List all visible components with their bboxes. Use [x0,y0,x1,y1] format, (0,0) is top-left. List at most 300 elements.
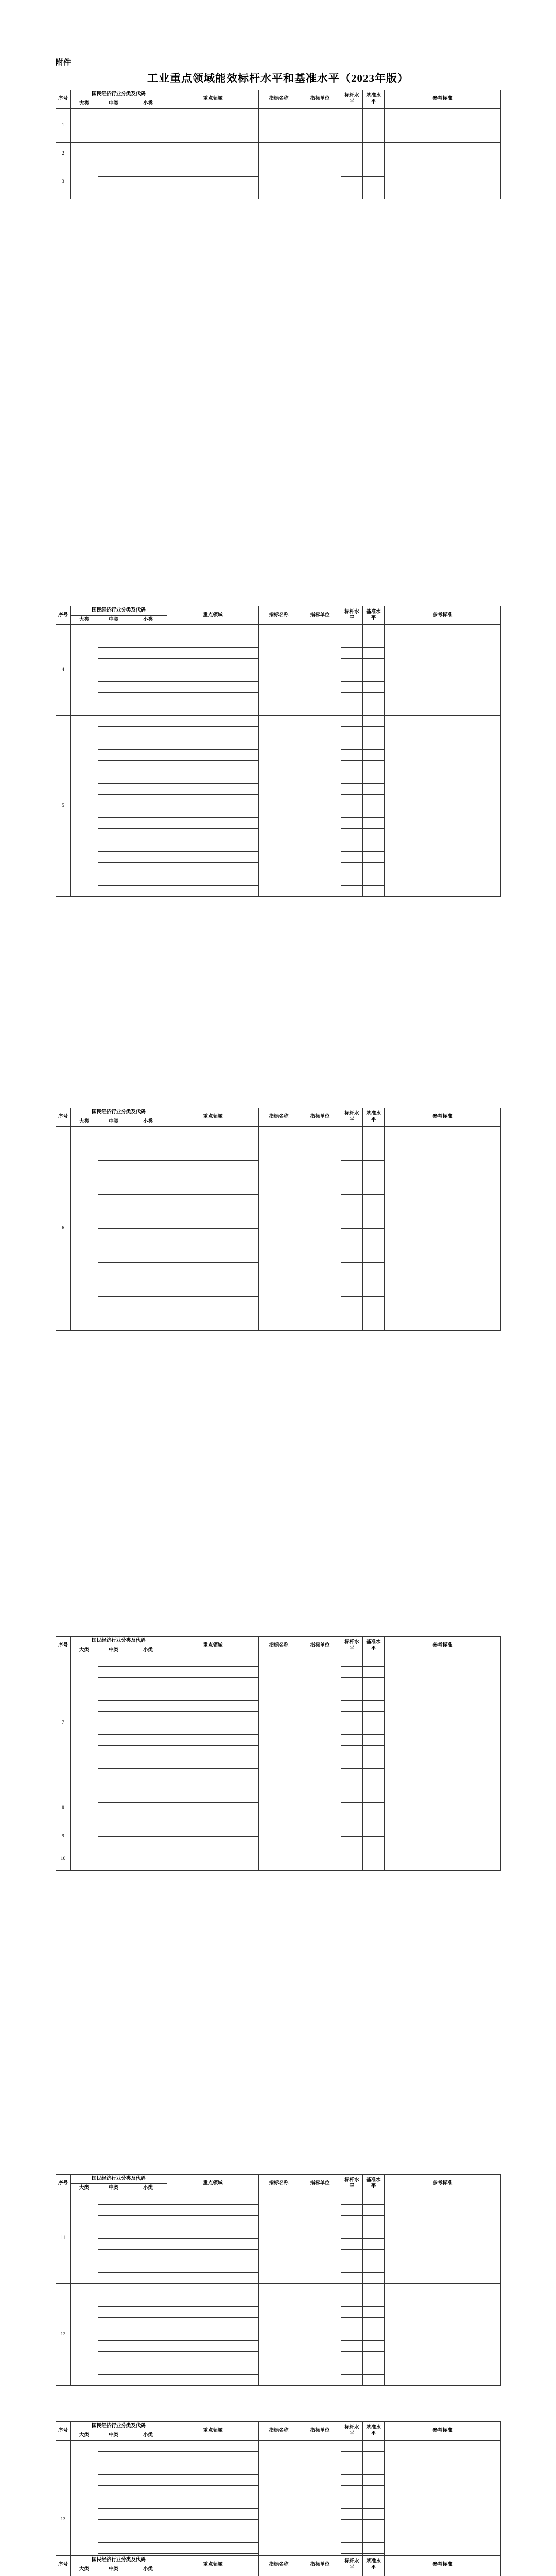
middle-cell [98,176,129,188]
middle-cell [98,1802,129,1814]
benchmark-cell [341,670,363,681]
minor-cell [129,2508,167,2519]
header-unit: 指标单位 [299,1108,341,1127]
minor-cell [129,772,167,783]
benchmark-cell [341,1836,363,1848]
baseline-cell [363,2306,385,2317]
middle-cell [98,760,129,772]
baseline-cell [363,1757,385,1768]
energy-table-page-5 [56,2174,501,2386]
benchmark-cell [341,1655,363,1666]
minor-cell [129,1745,167,1757]
minor-cell [129,2463,167,2474]
baseline-cell [363,749,385,760]
minor-cell [129,1825,167,1836]
baseline-cell [363,2193,385,2204]
field-cell [167,2306,259,2317]
header-benchmark: 标杆水平 [341,1637,363,1655]
benchmark-cell [341,2463,363,2474]
middle-cell [98,1274,129,1285]
benchmark-cell [341,1251,363,1262]
major-cell [71,624,98,715]
minor-cell [129,1138,167,1149]
benchmark-cell [341,2215,363,2227]
minor-cell [129,1251,167,1262]
unit-cell [299,624,341,715]
benchmark-cell [341,176,363,188]
minor-cell [129,2306,167,2317]
benchmark-cell [341,862,363,874]
benchmark-cell [341,142,363,154]
field-cell [167,176,259,188]
benchmark-cell [341,1825,363,1836]
middle-cell [98,885,129,896]
field-cell [167,2261,259,2272]
baseline-cell [363,1172,385,1183]
minor-cell [129,1802,167,1814]
baseline-cell [363,165,385,176]
seq-cell: 12 [56,2283,71,2385]
minor-cell [129,176,167,188]
middle-cell [98,2463,129,2474]
middle-cell [98,851,129,862]
benchmark-cell [341,2204,363,2215]
baseline-cell [363,670,385,681]
major-cell [71,1655,98,1791]
benchmark-cell [341,2519,363,2531]
minor-cell [129,154,167,165]
benchmark-cell [341,1206,363,1217]
field-cell [167,2204,259,2215]
field-cell [167,738,259,749]
field-cell [167,1183,259,1194]
field-cell [167,1308,259,1319]
middle-cell [98,1655,129,1666]
header-benchmark: 标杆水平 [341,2422,363,2441]
field-cell [167,1262,259,1274]
indicator-cell [259,2193,299,2283]
middle-cell [98,1251,129,1262]
baseline-cell [363,176,385,188]
middle-cell [98,1160,129,1172]
header-major: 大类 [71,615,98,624]
benchmark-cell [341,1734,363,1745]
table-header-row [56,2175,501,2184]
seq-cell: 13 [56,2440,71,2576]
header-econ-group: 国民经济行业分类及代码 [71,2556,167,2565]
benchmark-cell [341,1700,363,1711]
header-indicator: 指标名称 [259,90,299,109]
middle-cell [98,120,129,131]
middle-cell [98,1825,129,1836]
table-row [56,165,501,176]
header-minor: 小类 [129,1117,167,1126]
minor-cell [129,2474,167,2485]
baseline-cell [363,783,385,794]
benchmark-cell [341,2238,363,2249]
baseline-cell [363,2329,385,2340]
indicator-cell [259,1655,299,1791]
minor-cell [129,120,167,131]
baseline-cell [363,142,385,154]
header-minor: 小类 [129,2431,167,2440]
baseline-cell [363,1217,385,1228]
baseline-cell [363,2485,385,2497]
baseline-cell [363,2519,385,2531]
benchmark-cell [341,2374,363,2385]
field-cell [167,2227,259,2238]
seq-cell: 7 [56,1655,71,1791]
header-reference: 参考标准 [385,606,501,625]
field-cell [167,1745,259,1757]
benchmark-cell [341,120,363,131]
benchmark-cell [341,738,363,749]
table-header-row [56,2422,501,2431]
middle-cell [98,2531,129,2542]
header-middle: 中类 [98,2183,129,2193]
reference-cell [385,2193,501,2283]
middle-cell [98,783,129,794]
header-unit: 指标单位 [299,90,341,109]
middle-cell [98,704,129,715]
indicator-cell [259,1126,299,1330]
minor-cell [129,2272,167,2283]
field-cell [167,1285,259,1296]
benchmark-cell [341,817,363,828]
benchmark-cell [341,726,363,738]
header-reference: 参考标准 [385,2556,501,2574]
reference-cell [385,1848,501,1870]
middle-cell [98,2351,129,2363]
table-row [56,1655,501,1666]
baseline-cell [363,2261,385,2272]
baseline-cell [363,2508,385,2519]
middle-cell [98,2227,129,2238]
minor-cell [129,1836,167,1848]
baseline-cell [363,154,385,165]
minor-cell [129,647,167,658]
benchmark-cell [341,1757,363,1768]
header-baseline: 基准水平 [363,1637,385,1655]
header-seq: 序号 [56,2422,71,2441]
header-indicator: 指标名称 [259,1637,299,1655]
middle-cell [98,1734,129,1745]
minor-cell [129,806,167,817]
benchmark-cell [341,2193,363,2204]
header-seq: 序号 [56,1108,71,1127]
minor-cell [129,2351,167,2363]
field-cell [167,2508,259,2519]
energy-table-page-4 [56,1636,501,1871]
header-econ-group: 国民经济行业分类及代码 [71,2422,167,2431]
benchmark-cell [341,2574,363,2576]
middle-cell [98,1859,129,1870]
middle-cell [98,658,129,670]
middle-cell [98,1183,129,1194]
baseline-cell [363,1814,385,1825]
middle-cell [98,1228,129,1240]
header-middle: 中类 [98,1117,129,1126]
field-cell [167,1859,259,1870]
baseline-cell [363,2283,385,2295]
reference-cell [385,1126,501,1330]
field-cell [167,2497,259,2508]
middle-cell [98,1745,129,1757]
benchmark-cell [341,2283,363,2295]
indicator-cell [259,1825,299,1848]
middle-cell [98,2193,129,2204]
field-cell [167,1711,259,1723]
benchmark-cell [341,2451,363,2463]
minor-cell [129,2531,167,2542]
field-cell [167,2340,259,2351]
unit-cell [299,142,341,165]
minor-cell [129,2485,167,2497]
header-benchmark: 标杆水平 [341,2556,363,2574]
header-seq: 序号 [56,2556,71,2574]
baseline-cell [363,1825,385,1836]
middle-cell [98,715,129,726]
header-indicator: 指标名称 [259,2556,299,2574]
field-cell [167,828,259,840]
minor-cell [129,131,167,142]
middle-cell [98,817,129,828]
baseline-cell [363,1836,385,1848]
baseline-cell [363,188,385,199]
baseline-cell [363,1126,385,1138]
field-cell [167,1126,259,1138]
header-middle: 中类 [98,99,129,108]
baseline-cell [363,1308,385,1319]
baseline-cell [363,1296,385,1308]
table-row [56,1126,501,1138]
baseline-cell [363,2374,385,2385]
minor-cell [129,2519,167,2531]
header-reference: 参考标准 [385,1637,501,1655]
field-cell [167,2283,259,2295]
benchmark-cell [341,2306,363,2317]
minor-cell [129,840,167,851]
unit-cell [299,2283,341,2385]
middle-cell [98,2238,129,2249]
indicator-cell [259,165,299,199]
field-cell [167,1666,259,1677]
minor-cell [129,670,167,681]
header-reference: 参考标准 [385,90,501,109]
middle-cell [98,1711,129,1723]
minor-cell [129,2283,167,2295]
unit-cell [299,1126,341,1330]
field-cell [167,1160,259,1172]
major-cell [71,1126,98,1330]
minor-cell [129,851,167,862]
table-row [56,1825,501,1836]
baseline-cell [363,2574,385,2576]
field-cell [167,749,259,760]
middle-cell [98,806,129,817]
reference-cell [385,1655,501,1791]
middle-cell [98,188,129,199]
field-cell [167,188,259,199]
unit-cell [299,715,341,896]
indicator-cell [259,715,299,896]
middle-cell [98,1296,129,1308]
minor-cell [129,2329,167,2340]
major-cell [71,2193,98,2283]
baseline-cell [363,2317,385,2329]
middle-cell [98,840,129,851]
table-row [56,2283,501,2295]
baseline-cell [363,1802,385,1814]
benchmark-cell [341,2485,363,2497]
header-field: 重点领域 [167,90,259,109]
minor-cell [129,1666,167,1677]
benchmark-cell [341,1768,363,1780]
minor-cell [129,1677,167,1689]
header-minor: 小类 [129,2183,167,2193]
benchmark-cell [341,692,363,704]
major-cell [71,1791,98,1825]
benchmark-cell [341,2497,363,2508]
middle-cell [98,2306,129,2317]
reference-cell [385,715,501,896]
field-cell [167,154,259,165]
benchmark-cell [341,1666,363,1677]
middle-cell [98,2497,129,2508]
minor-cell [129,817,167,828]
middle-cell [98,1126,129,1138]
baseline-cell [363,1700,385,1711]
benchmark-cell [341,2249,363,2261]
benchmark-cell [341,760,363,772]
middle-cell [98,1319,129,1330]
field-cell [167,1814,259,1825]
header-baseline: 基准水平 [363,90,385,109]
minor-cell [129,2215,167,2227]
minor-cell [129,1814,167,1825]
baseline-cell [363,1183,385,1194]
attachment-label: 附件 [56,58,72,67]
header-econ-group: 国民经济行业分类及代码 [71,1637,167,1646]
field-cell [167,2474,259,2485]
field-cell [167,165,259,176]
benchmark-cell [341,1723,363,1734]
benchmark-cell [341,188,363,199]
benchmark-cell [341,1160,363,1172]
header-minor: 小类 [129,99,167,108]
seq-cell: 8 [56,1791,71,1825]
benchmark-cell [341,1296,363,1308]
field-cell [167,704,259,715]
header-indicator: 指标名称 [259,606,299,625]
baseline-cell [363,1745,385,1757]
field-cell [167,2440,259,2451]
field-cell [167,1217,259,1228]
field-cell [167,1240,259,1251]
field-cell [167,1296,259,1308]
field-cell [167,885,259,896]
unit-cell [299,1791,341,1825]
minor-cell [129,2295,167,2306]
middle-cell [98,2272,129,2283]
field-cell [167,1655,259,1666]
header-reference: 参考标准 [385,1108,501,1127]
header-minor: 小类 [129,615,167,624]
middle-cell [98,1700,129,1711]
minor-cell [129,2340,167,2351]
minor-cell [129,2193,167,2204]
benchmark-cell [341,647,363,658]
unit-cell [299,165,341,199]
benchmark-cell [341,1780,363,1791]
minor-cell [129,2451,167,2463]
minor-cell [129,1126,167,1138]
minor-cell [129,783,167,794]
middle-cell [98,2204,129,2215]
middle-cell [98,1206,129,1217]
reference-cell [385,165,501,199]
minor-cell [129,874,167,885]
unit-cell [299,1825,341,1848]
header-reference: 参考标准 [385,2422,501,2441]
baseline-cell [363,772,385,783]
minor-cell [129,1780,167,1791]
energy-table-page-2 [56,606,501,897]
baseline-cell [363,131,385,142]
middle-cell [98,1791,129,1802]
minor-cell [129,760,167,772]
field-cell [167,2531,259,2542]
baseline-cell [363,2531,385,2542]
middle-cell [98,874,129,885]
field-cell [167,624,259,636]
benchmark-cell [341,1228,363,1240]
minor-cell [129,1848,167,1859]
field-cell [167,2193,259,2204]
minor-cell [129,828,167,840]
field-cell [167,658,259,670]
seq-cell: 10 [56,1848,71,1870]
benchmark-cell [341,2340,363,2351]
baseline-cell [363,851,385,862]
benchmark-cell [341,1183,363,1194]
seq-cell: 11 [56,2193,71,2283]
table-header-row [56,606,501,616]
baseline-cell [363,120,385,131]
header-minor: 小类 [129,1646,167,1655]
baseline-cell [363,1677,385,1689]
benchmark-cell [341,1689,363,1700]
middle-cell [98,794,129,806]
middle-cell [98,2374,129,2385]
field-cell [167,1149,259,1160]
indicator-cell [259,2283,299,2385]
middle-cell [98,1217,129,1228]
middle-cell [98,2485,129,2497]
baseline-cell [363,2474,385,2485]
header-indicator: 指标名称 [259,1108,299,1127]
middle-cell [98,2363,129,2374]
middle-cell [98,1172,129,1183]
middle-cell [98,2261,129,2272]
field-cell [167,2249,259,2261]
middle-cell [98,1262,129,1274]
benchmark-cell [341,2295,363,2306]
baseline-cell [363,624,385,636]
major-cell [71,142,98,165]
header-unit: 指标单位 [299,2556,341,2574]
baseline-cell [363,1666,385,1677]
